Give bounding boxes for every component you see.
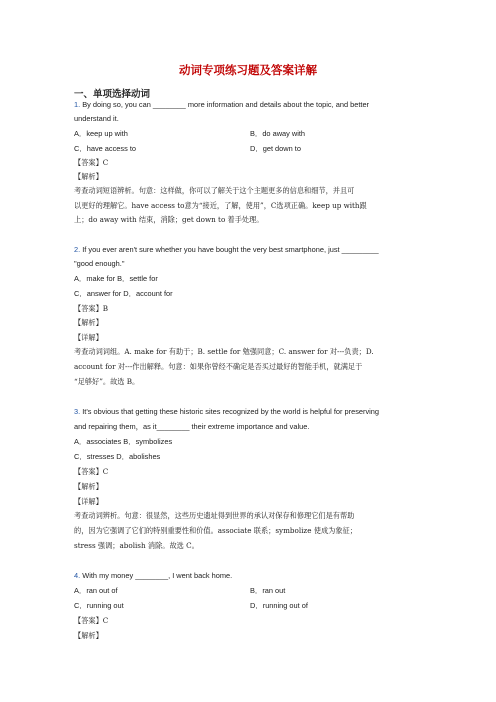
question-1-stem-line-1: 1. By doing so, you can ________ more information and details about the topic, and better <box>74 100 370 109</box>
question-4-stem-line-1: 4. With my money ________, I went back home. <box>74 571 233 580</box>
question-4-option-c: C．running out <box>74 601 124 610</box>
question-2-explanation-line-2: account for 对---作出解释。句意：如果你曾经不确定是否买过最好的智能手机，就满足于 <box>74 362 363 371</box>
question-2-explanation-line-3: “足够好”。故选 B。 <box>74 377 140 386</box>
question-2-analysis-label: 【解析】 <box>74 318 103 327</box>
question-3-number: 3. <box>74 407 81 416</box>
document-title: 动词专项练习题及答案详解 <box>179 63 317 77</box>
question-1-option-d: D．get down to <box>250 144 301 153</box>
question-1-number: 1. <box>74 100 81 109</box>
question-4-analysis-label: 【解析】 <box>74 631 103 640</box>
question-1-explanation-line-3: 上；do away with 结束，消除；get down to 着手处理。 <box>74 215 264 224</box>
question-2-stem-line-1: 2. If you ever aren't sure whether you have bought the very best smartphone, just _________ <box>74 245 379 254</box>
question-4-option-a: A．ran out of <box>74 586 118 595</box>
question-4-option-b: B．ran out <box>250 586 286 595</box>
question-3-stem-line-1: 3. It's obvious that getting these historic sites recognized by the world is helpful for preserving <box>74 407 380 416</box>
question-2-number: 2. <box>74 245 81 254</box>
question-3-explanation-line-3: stress 强调；abolish 消除。故选 C。 <box>74 541 199 550</box>
question-1-analysis-label: 【解析】 <box>74 172 103 181</box>
question-3-analysis-label: 【解析】 <box>74 482 103 491</box>
question-1-option-c: C．have access to <box>74 144 137 153</box>
question-3-explanation-line-1: 考查动词辨析。句意：很显然，这些历史遗址得到世界的承认对保存和修理它们是有帮助 <box>74 511 355 520</box>
question-2-stem-line-2: "good enough." <box>74 259 125 268</box>
question-1-stem-line-2: understand it. <box>74 114 119 123</box>
question-4-number: 4. <box>74 571 81 580</box>
question-3-explanation-line-2: 的，因为它强调了它们的特别重要性和价值。associate 联系；symbolize 使成为象征； <box>74 526 357 535</box>
question-2-options-ab: A．make for B．settle for <box>74 274 158 283</box>
question-1-answer: 【答案】C <box>74 158 109 167</box>
question-3-options-cd: C．stresses D．abolishes <box>74 452 161 461</box>
question-4-option-d: D．running out of <box>250 601 308 610</box>
question-2-explanation-line-1: 考查动词词组。A. make for 有助于；B. settle for 勉强同意；C. answer for 对---负责；D. <box>74 347 374 356</box>
question-1-option-a: A．keep up with <box>74 129 128 138</box>
question-3-answer: 【答案】C <box>74 467 109 476</box>
question-3-stem-line-2: and repairing them，as it________ their extreme importance and value. <box>74 422 310 431</box>
question-2-options-cd: C．answer for D．account for <box>74 289 173 298</box>
question-1-explanation-line-2: 以更好的理解它。have access to意为“接近，了解，使用”，C选项正确。keep up with跟 <box>74 201 367 210</box>
section-heading: 一、单项选择动词 <box>74 89 151 100</box>
question-1-explanation-line-1: 考查动词短语辨析。句意：这样做，你可以了解关于这个主题更多的信息和细节，并且可 <box>74 186 355 195</box>
question-2-detail-label: 【详解】 <box>74 333 103 342</box>
question-3-options-ab: A．associates B．symbolizes <box>74 437 173 446</box>
question-3-detail-label: 【详解】 <box>74 497 103 506</box>
question-2-answer: 【答案】B <box>74 304 109 313</box>
question-4-answer: 【答案】C <box>74 616 109 625</box>
question-1-option-b: B．do away with <box>250 129 306 138</box>
